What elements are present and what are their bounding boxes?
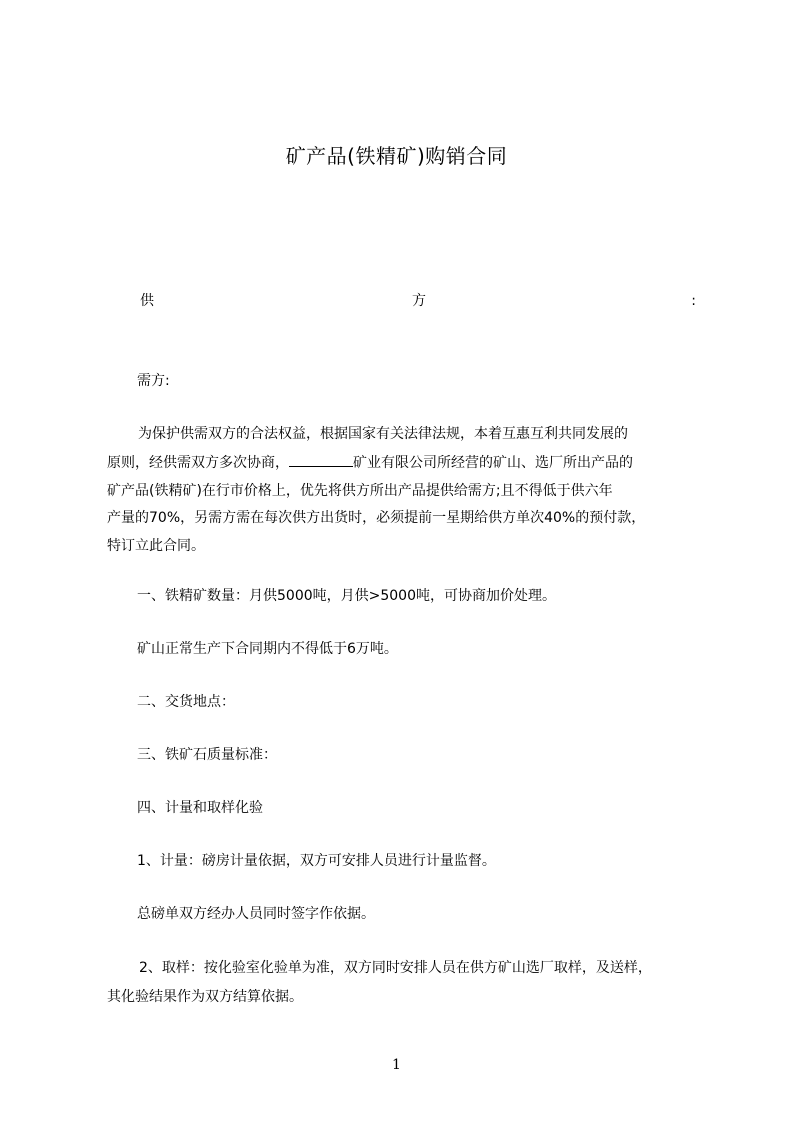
preamble-line: 为保护供需双方的合法权益，根据国家有关法律法规，本着互惠互利共同发展的 xyxy=(138,426,628,442)
page-number: 1 xyxy=(392,1057,401,1073)
supplier-label-char: 方 xyxy=(412,293,426,309)
preamble-line: 矿产品(铁精矿)在行市价格上，优先将供方所出产品提供给需方;且不得低于供六年 xyxy=(107,483,613,499)
blank-underline xyxy=(289,452,353,467)
preamble-text: 原则，经供需双方多次协商， xyxy=(107,455,289,471)
supplier-label-row xyxy=(140,290,696,312)
preamble-line: 产量的70%，另需方需在每次供方出货时，必须提前一星期给供方单次40%的预付款， xyxy=(107,510,646,526)
supplier-label-char: 供 xyxy=(140,293,154,309)
clause-4-2: 2、取样：按化验室化验单为准，双方同时安排人员在供方矿山选厂取样，及送样， xyxy=(139,960,652,976)
clause-4-1-note: 总磅单双方经办人员同时签字作依据。 xyxy=(137,906,375,922)
clause-2: 二、交货地点： xyxy=(137,694,235,710)
preamble-text: 矿业有限公司所经营的矿山、选厂所出产品的 xyxy=(353,455,633,471)
clause-4-2: 其化验结果作为双方结算依据。 xyxy=(107,989,303,1005)
clause-3: 三、铁矿石质量标准： xyxy=(137,747,277,763)
preamble-line: 特订立此合同。 xyxy=(107,538,205,554)
document-title: 矿产品(铁精矿)购销合同 xyxy=(285,144,508,168)
clause-1-note: 矿山正常生产下合同期内不得低于6万吨。 xyxy=(137,641,398,657)
clause-4-1: 1、计量：磅房计量依据，双方可安排人员进行计量监督。 xyxy=(137,853,496,869)
supplier-label-colon: : xyxy=(691,293,696,309)
clause-4: 四、计量和取样化验 xyxy=(137,800,263,816)
clause-1: 一、铁精矿数量：月供5000吨，月供>5000吨，可协商加价处理。 xyxy=(137,588,556,604)
preamble-line xyxy=(107,452,633,474)
buyer-label: 需方: xyxy=(137,373,170,389)
